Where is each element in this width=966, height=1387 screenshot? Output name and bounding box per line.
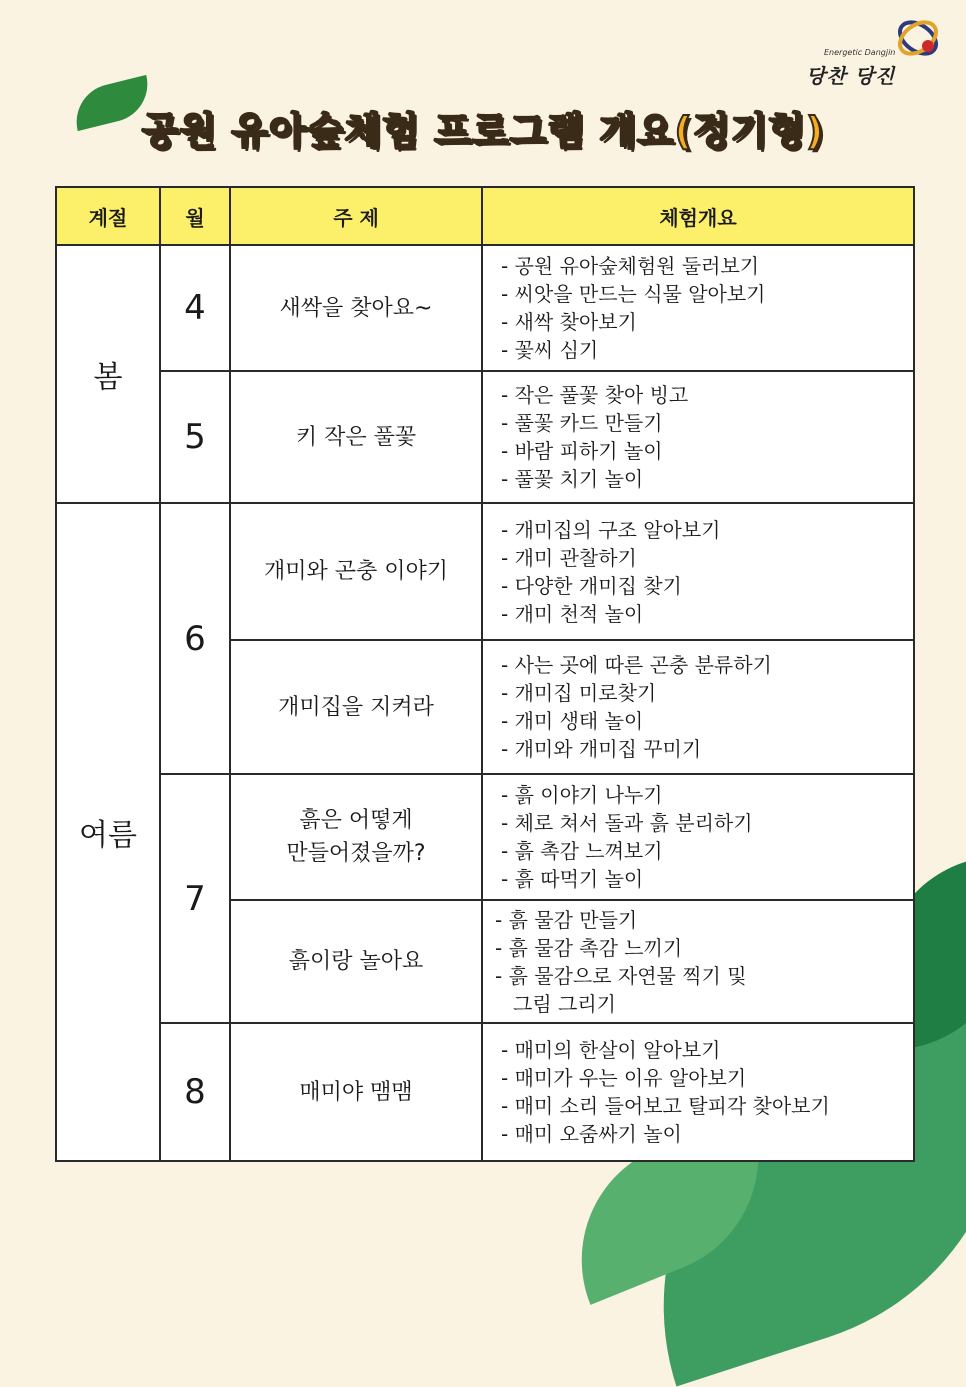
- dangjin-logo: [800, 8, 950, 88]
- program-table: [55, 186, 915, 1162]
- overview-cell: [482, 503, 914, 640]
- month-cell: 5: [160, 371, 230, 503]
- table-row: [56, 245, 914, 371]
- header-month: 월: [160, 187, 230, 245]
- table-row: [56, 1023, 914, 1161]
- topic-line: 새싹을 찾아요~: [279, 295, 433, 321]
- overview-line: - 개미 관찰하기: [501, 545, 637, 570]
- overview-line: - 매미가 우는 이유 알아보기: [501, 1066, 747, 1090]
- season-cell-spring: 봄: [56, 245, 160, 503]
- overview-line: - 꽃씨 심기: [501, 338, 599, 362]
- header-overview: 체험개요: [482, 187, 914, 245]
- overview-line: - 개미집의 구조 알아보기: [501, 517, 721, 542]
- topic-line: 만들어졌을까?: [286, 841, 426, 866]
- topic-cell: [230, 503, 482, 640]
- logo-tagline: Energetic Dangjin: [824, 48, 896, 57]
- topic-cell: [230, 371, 482, 503]
- overview-line: - 사는 곳에 따른 곤충 분류하기: [501, 653, 772, 677]
- month-cell: 7: [160, 774, 230, 1023]
- season-cell-summer: 여름: [56, 503, 160, 1161]
- topic-line: 매미야 맴맴: [299, 1079, 413, 1105]
- overview-line: - 흙 따먹기 놀이: [501, 867, 644, 891]
- month-cell: 6: [160, 503, 230, 774]
- month-cell: 4: [160, 245, 230, 371]
- overview-line: - 개미집 미로찾기: [501, 681, 657, 705]
- overview-line: - 매미 소리 들어보고 탈피각 찾아보기: [501, 1094, 830, 1118]
- overview-line: - 개미와 개미집 꾸미기: [501, 737, 702, 761]
- overview-line: - 흙 촉감 느껴보기: [501, 839, 663, 863]
- overview-cell: [482, 245, 914, 371]
- overview-cell: [482, 900, 914, 1023]
- overview-line: - 바람 피하기 놀이: [501, 439, 663, 463]
- overview-line: - 흙 물감 만들기: [495, 907, 638, 932]
- topic-cell: [230, 1023, 482, 1161]
- overview-line: - 매미 오줌싸기 놀이: [501, 1122, 682, 1146]
- page-title: 공원 유아숲체험 프로그램 개요(정기형): [141, 109, 825, 153]
- overview-cell: [482, 371, 914, 503]
- topic-line: 흙이랑 놀아요: [288, 949, 424, 974]
- topic-cell: [230, 900, 482, 1023]
- topic-line: 개미와 곤충 이야기: [263, 559, 448, 584]
- overview-line: - 공원 유아숲체험원 둘러보기: [501, 254, 760, 278]
- topic-line: 키 작은 풀꽃: [295, 424, 417, 450]
- logo-name: 당찬 당진: [806, 64, 896, 88]
- overview-line: - 풀꽃 카드 만들기: [501, 411, 663, 435]
- logo-mark-icon: [800, 8, 950, 68]
- overview-cell: [482, 774, 914, 900]
- overview-cell: [482, 640, 914, 774]
- overview-line: - 씨앗을 만드는 식물 알아보기: [501, 282, 766, 306]
- overview-line: - 흙 이야기 나누기: [501, 783, 663, 807]
- overview-line: - 개미 천적 놀이: [501, 601, 644, 626]
- overview-line: 그림 그리기: [513, 991, 616, 1016]
- table-row: [56, 371, 914, 503]
- topic-line: 흙은 어떻게: [299, 808, 413, 833]
- header-topic: 주 제: [230, 187, 482, 245]
- topic-cell: [230, 245, 482, 371]
- table-header-row: [56, 187, 914, 245]
- overview-line: - 새싹 찾아보기: [501, 310, 637, 334]
- topic-line: 개미집을 지켜라: [278, 694, 434, 720]
- header-season: 계절: [56, 187, 160, 245]
- overview-line: - 매미의 한살이 알아보기: [501, 1038, 721, 1062]
- topic-cell: [230, 774, 482, 900]
- table-row: [56, 774, 914, 900]
- overview-line: - 작은 풀꽃 찾아 빙고: [501, 383, 689, 407]
- overview-line: - 개미 생태 놀이: [501, 709, 644, 733]
- table-row: [56, 503, 914, 640]
- overview-line: - 체로 쳐서 돌과 흙 분리하기: [501, 811, 753, 835]
- overview-line: - 흙 물감 촉감 느끼기: [495, 935, 683, 960]
- overview-line: - 다양한 개미집 찾기: [501, 573, 682, 598]
- overview-line: - 흙 물감으로 자연물 찍기 및: [495, 963, 747, 988]
- overview-cell: [482, 1023, 914, 1161]
- topic-cell: [230, 640, 482, 774]
- overview-line: - 풀꽃 치기 놀이: [501, 467, 644, 491]
- month-cell: 8: [160, 1023, 230, 1161]
